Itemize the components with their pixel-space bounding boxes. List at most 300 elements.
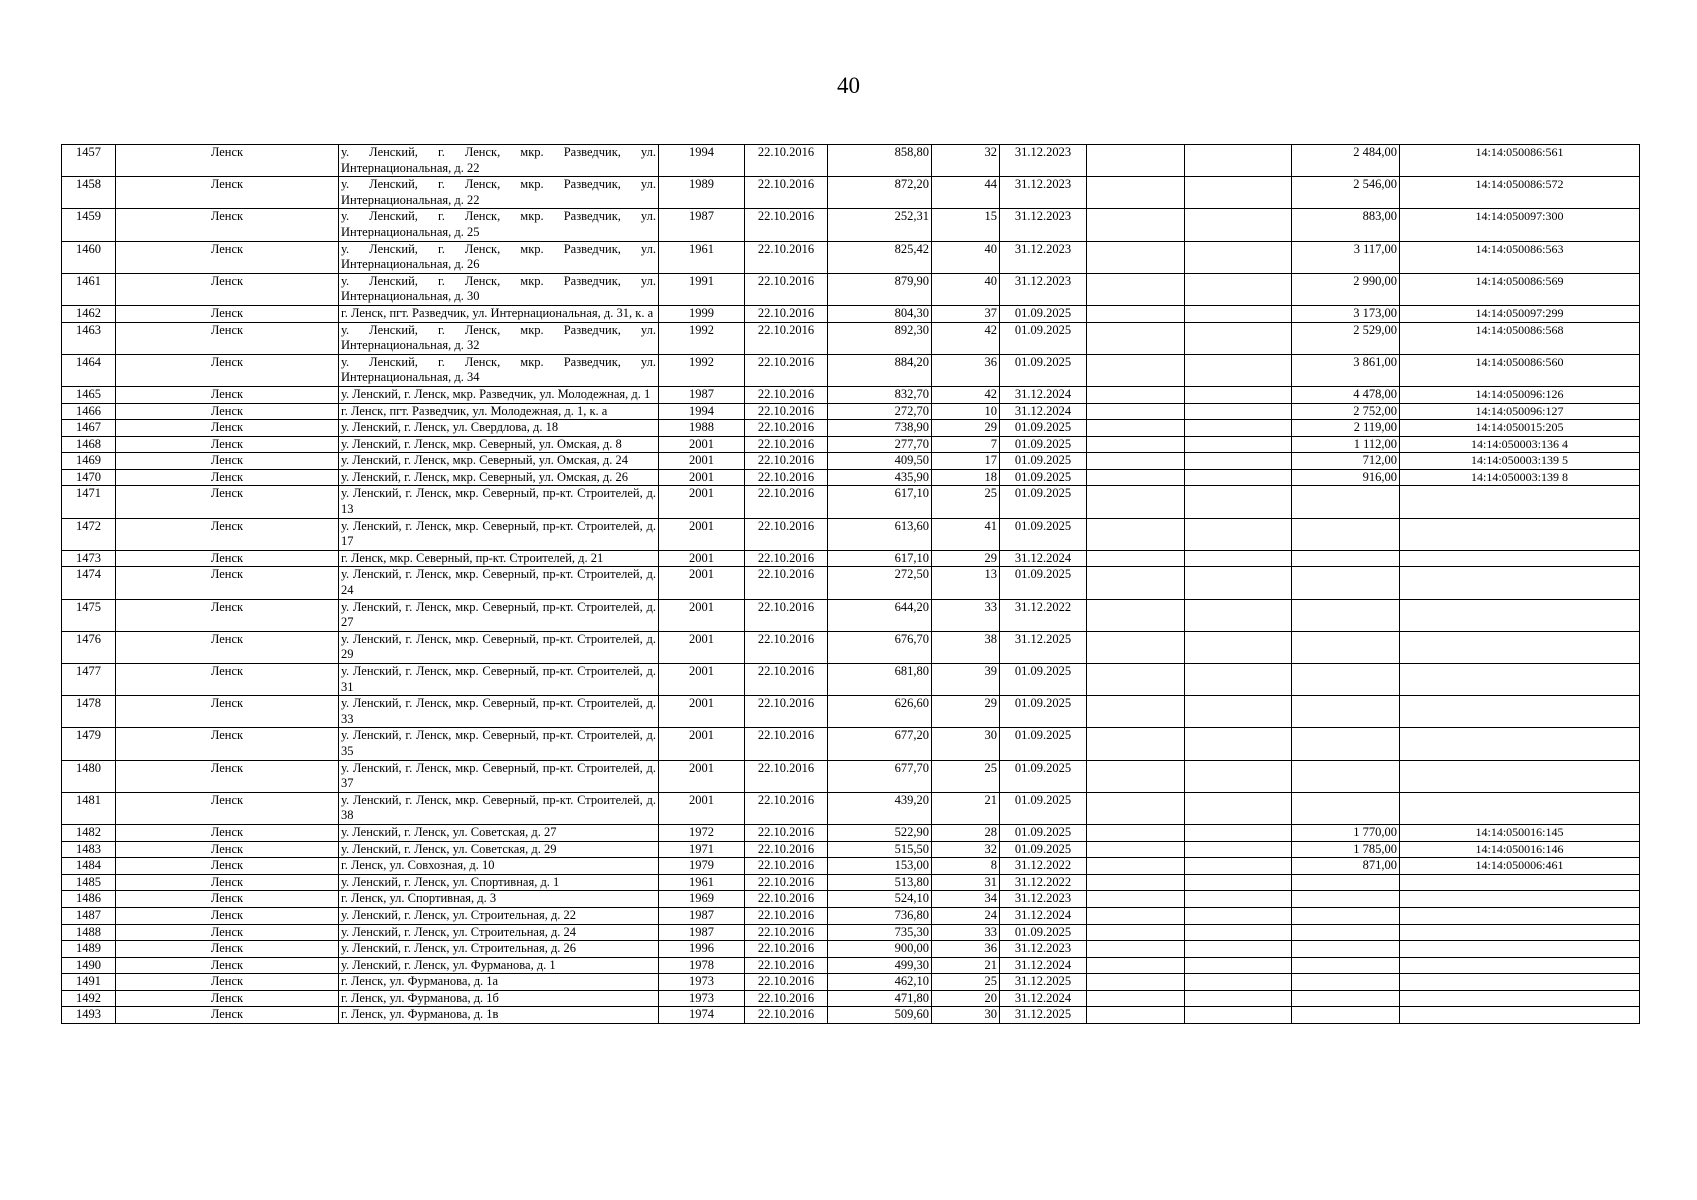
empty-cell bbox=[1087, 941, 1185, 958]
empty-cell bbox=[1185, 469, 1292, 486]
row-number: 1477 bbox=[62, 664, 116, 696]
address-cell: у. Ленский, г. Ленск, мкр. Северный, пр-кт. Строителей, д. 13 bbox=[339, 486, 659, 518]
table-row bbox=[62, 792, 1640, 824]
deadline-cell: 31.12.2024 bbox=[1000, 386, 1087, 403]
empty-cell bbox=[1185, 941, 1292, 958]
count-cell: 34 bbox=[932, 891, 1000, 908]
city-cell: Ленск bbox=[116, 760, 339, 792]
table-row bbox=[62, 453, 1640, 470]
city-cell: Ленск bbox=[116, 486, 339, 518]
empty-cell bbox=[1087, 760, 1185, 792]
cadastral-number-cell bbox=[1400, 891, 1640, 908]
deadline-cell: 01.09.2025 bbox=[1000, 453, 1087, 470]
year-built-cell: 1999 bbox=[659, 305, 745, 322]
count-cell: 24 bbox=[932, 907, 1000, 924]
empty-cell bbox=[1185, 631, 1292, 663]
area-cell: 681,80 bbox=[828, 664, 932, 696]
address-cell: у. Ленский, г. Ленск, мкр. Разведчик, ул. Интернациональная, д. 32 bbox=[339, 322, 659, 354]
cadastral-number-cell bbox=[1400, 874, 1640, 891]
year-built-cell: 1973 bbox=[659, 974, 745, 991]
empty-cell bbox=[1087, 974, 1185, 991]
city-cell: Ленск bbox=[116, 550, 339, 567]
empty-cell bbox=[1087, 436, 1185, 453]
table-row bbox=[62, 858, 1640, 875]
year-built-cell: 2001 bbox=[659, 696, 745, 728]
deadline-cell: 01.09.2025 bbox=[1000, 305, 1087, 322]
address-cell: у. Ленский, г. Ленск, мкр. Разведчик, ул. Интернациональная, д. 30 bbox=[339, 273, 659, 305]
city-cell: Ленск bbox=[116, 990, 339, 1007]
year-built-cell: 1979 bbox=[659, 858, 745, 875]
count-cell: 29 bbox=[932, 550, 1000, 567]
address-cell: у. Ленский, г. Ленск, ул. Строительная, д. 24 bbox=[339, 924, 659, 941]
area-cell: 900,00 bbox=[828, 941, 932, 958]
empty-cell bbox=[1087, 305, 1185, 322]
row-number: 1464 bbox=[62, 354, 116, 386]
table-row bbox=[62, 305, 1640, 322]
land-area-cell bbox=[1292, 891, 1400, 908]
empty-cell bbox=[1087, 1007, 1185, 1024]
city-cell: Ленск bbox=[116, 974, 339, 991]
area-cell: 522,90 bbox=[828, 824, 932, 841]
count-cell: 33 bbox=[932, 924, 1000, 941]
table-row bbox=[62, 1007, 1640, 1024]
record-date-cell: 22.10.2016 bbox=[745, 599, 828, 631]
year-built-cell: 2001 bbox=[659, 760, 745, 792]
count-cell: 21 bbox=[932, 957, 1000, 974]
count-cell: 18 bbox=[932, 469, 1000, 486]
year-built-cell: 1994 bbox=[659, 403, 745, 420]
row-number: 1480 bbox=[62, 760, 116, 792]
year-built-cell: 2001 bbox=[659, 599, 745, 631]
record-date-cell: 22.10.2016 bbox=[745, 322, 828, 354]
cadastral-number-cell: 14:14:050086:563 bbox=[1400, 241, 1640, 273]
address-cell: у. Ленский, г. Ленск, мкр. Северный, пр-кт. Строителей, д. 29 bbox=[339, 631, 659, 663]
row-number: 1478 bbox=[62, 696, 116, 728]
area-cell: 872,20 bbox=[828, 177, 932, 209]
row-number: 1467 bbox=[62, 420, 116, 437]
cadastral-number-cell: 14:14:050096:127 bbox=[1400, 403, 1640, 420]
empty-cell bbox=[1185, 874, 1292, 891]
row-number: 1458 bbox=[62, 177, 116, 209]
year-built-cell: 1994 bbox=[659, 145, 745, 177]
empty-cell bbox=[1185, 354, 1292, 386]
table-row bbox=[62, 354, 1640, 386]
year-built-cell: 1988 bbox=[659, 420, 745, 437]
land-area-cell: 3 173,00 bbox=[1292, 305, 1400, 322]
empty-cell bbox=[1185, 1007, 1292, 1024]
empty-cell bbox=[1087, 453, 1185, 470]
row-number: 1472 bbox=[62, 518, 116, 550]
city-cell: Ленск bbox=[116, 941, 339, 958]
count-cell: 30 bbox=[932, 728, 1000, 760]
land-area-cell: 871,00 bbox=[1292, 858, 1400, 875]
area-cell: 804,30 bbox=[828, 305, 932, 322]
deadline-cell: 31.12.2023 bbox=[1000, 209, 1087, 241]
city-cell: Ленск bbox=[116, 664, 339, 696]
year-built-cell: 2001 bbox=[659, 664, 745, 696]
address-cell: г. Ленск, ул. Фурманова, д. 1а bbox=[339, 974, 659, 991]
record-date-cell: 22.10.2016 bbox=[745, 974, 828, 991]
table-row bbox=[62, 145, 1640, 177]
record-date-cell: 22.10.2016 bbox=[745, 792, 828, 824]
empty-cell bbox=[1087, 322, 1185, 354]
area-cell: 252,31 bbox=[828, 209, 932, 241]
year-built-cell: 1972 bbox=[659, 824, 745, 841]
year-built-cell: 1991 bbox=[659, 273, 745, 305]
count-cell: 8 bbox=[932, 858, 1000, 875]
record-date-cell: 22.10.2016 bbox=[745, 518, 828, 550]
address-cell: у. Ленский, г. Ленск, ул. Спортивная, д. 1 bbox=[339, 874, 659, 891]
city-cell: Ленск bbox=[116, 386, 339, 403]
empty-cell bbox=[1185, 924, 1292, 941]
empty-cell bbox=[1185, 403, 1292, 420]
table-row bbox=[62, 322, 1640, 354]
record-date-cell: 22.10.2016 bbox=[745, 241, 828, 273]
deadline-cell: 01.09.2025 bbox=[1000, 792, 1087, 824]
cadastral-number-cell bbox=[1400, 550, 1640, 567]
table-row bbox=[62, 760, 1640, 792]
table-row bbox=[62, 403, 1640, 420]
row-number: 1461 bbox=[62, 273, 116, 305]
year-built-cell: 1989 bbox=[659, 177, 745, 209]
record-date-cell: 22.10.2016 bbox=[745, 420, 828, 437]
table-row bbox=[62, 209, 1640, 241]
year-built-cell: 2001 bbox=[659, 486, 745, 518]
city-cell: Ленск bbox=[116, 858, 339, 875]
city-cell: Ленск bbox=[116, 453, 339, 470]
address-cell: г. Ленск, ул. Совхозная, д. 10 bbox=[339, 858, 659, 875]
land-area-cell: 3 117,00 bbox=[1292, 241, 1400, 273]
city-cell: Ленск bbox=[116, 305, 339, 322]
address-cell: у. Ленский, г. Ленск, мкр. Разведчик, ул. Интернациональная, д. 22 bbox=[339, 145, 659, 177]
page-number: 40 bbox=[837, 73, 860, 98]
register-body bbox=[62, 145, 1640, 1024]
city-cell: Ленск bbox=[116, 696, 339, 728]
table-row bbox=[62, 696, 1640, 728]
row-number: 1493 bbox=[62, 1007, 116, 1024]
address-cell: у. Ленский, г. Ленск, ул. Советская, д. 27 bbox=[339, 824, 659, 841]
address-cell: г. Ленск, ул. Спортивная, д. 3 bbox=[339, 891, 659, 908]
record-date-cell: 22.10.2016 bbox=[745, 924, 828, 941]
land-area-cell bbox=[1292, 696, 1400, 728]
area-cell: 677,20 bbox=[828, 728, 932, 760]
address-cell: у. Ленский, г. Ленск, мкр. Разведчик, ул. Интернациональная, д. 22 bbox=[339, 177, 659, 209]
city-cell: Ленск bbox=[116, 209, 339, 241]
cadastral-number-cell bbox=[1400, 792, 1640, 824]
table-row bbox=[62, 469, 1640, 486]
empty-cell bbox=[1185, 599, 1292, 631]
address-cell: у. Ленский, г. Ленск, мкр. Разведчик, ул. Интернациональная, д. 25 bbox=[339, 209, 659, 241]
address-cell: у. Ленский, г. Ленск, мкр. Северный, пр-кт. Строителей, д. 33 bbox=[339, 696, 659, 728]
deadline-cell: 31.12.2024 bbox=[1000, 403, 1087, 420]
cadastral-number-cell bbox=[1400, 941, 1640, 958]
area-cell: 435,90 bbox=[828, 469, 932, 486]
count-cell: 20 bbox=[932, 990, 1000, 1007]
row-number: 1479 bbox=[62, 728, 116, 760]
empty-cell bbox=[1087, 273, 1185, 305]
empty-cell bbox=[1185, 990, 1292, 1007]
year-built-cell: 1969 bbox=[659, 891, 745, 908]
address-cell: г. Ленск, ул. Фурманова, д. 1б bbox=[339, 990, 659, 1007]
year-built-cell: 2001 bbox=[659, 728, 745, 760]
count-cell: 33 bbox=[932, 599, 1000, 631]
row-number: 1492 bbox=[62, 990, 116, 1007]
land-area-cell bbox=[1292, 957, 1400, 974]
count-cell: 31 bbox=[932, 874, 1000, 891]
empty-cell bbox=[1087, 550, 1185, 567]
address-cell: г. Ленск, пгт. Разведчик, ул. Молодежная, д. 1, к. а bbox=[339, 403, 659, 420]
year-built-cell: 2001 bbox=[659, 550, 745, 567]
year-built-cell: 2001 bbox=[659, 567, 745, 599]
deadline-cell: 01.09.2025 bbox=[1000, 420, 1087, 437]
record-date-cell: 22.10.2016 bbox=[745, 728, 828, 760]
area-cell: 409,50 bbox=[828, 453, 932, 470]
record-date-cell: 22.10.2016 bbox=[745, 874, 828, 891]
area-cell: 825,42 bbox=[828, 241, 932, 273]
row-number: 1490 bbox=[62, 957, 116, 974]
cadastral-number-cell: 14:14:050097:299 bbox=[1400, 305, 1640, 322]
row-number: 1475 bbox=[62, 599, 116, 631]
count-cell: 15 bbox=[932, 209, 1000, 241]
city-cell: Ленск bbox=[116, 145, 339, 177]
land-area-cell: 3 861,00 bbox=[1292, 354, 1400, 386]
record-date-cell: 22.10.2016 bbox=[745, 990, 828, 1007]
city-cell: Ленск bbox=[116, 420, 339, 437]
count-cell: 39 bbox=[932, 664, 1000, 696]
area-cell: 832,70 bbox=[828, 386, 932, 403]
row-number: 1465 bbox=[62, 386, 116, 403]
record-date-cell: 22.10.2016 bbox=[745, 891, 828, 908]
count-cell: 38 bbox=[932, 631, 1000, 663]
empty-cell bbox=[1087, 209, 1185, 241]
deadline-cell: 01.09.2025 bbox=[1000, 664, 1087, 696]
year-built-cell: 1992 bbox=[659, 354, 745, 386]
table-row bbox=[62, 907, 1640, 924]
address-cell: у. Ленский, г. Ленск, ул. Фурманова, д. 1 bbox=[339, 957, 659, 974]
city-cell: Ленск bbox=[116, 241, 339, 273]
address-cell: у. Ленский, г. Ленск, ул. Строительная, д. 26 bbox=[339, 941, 659, 958]
deadline-cell: 31.12.2024 bbox=[1000, 990, 1087, 1007]
deadline-cell: 31.12.2024 bbox=[1000, 957, 1087, 974]
empty-cell bbox=[1087, 354, 1185, 386]
table-row bbox=[62, 273, 1640, 305]
land-area-cell: 2 484,00 bbox=[1292, 145, 1400, 177]
area-cell: 515,50 bbox=[828, 841, 932, 858]
row-number: 1491 bbox=[62, 974, 116, 991]
deadline-cell: 31.12.2025 bbox=[1000, 631, 1087, 663]
area-cell: 509,60 bbox=[828, 1007, 932, 1024]
record-date-cell: 22.10.2016 bbox=[745, 1007, 828, 1024]
year-built-cell: 2001 bbox=[659, 518, 745, 550]
table-row bbox=[62, 486, 1640, 518]
table-row bbox=[62, 518, 1640, 550]
cadastral-number-cell bbox=[1400, 974, 1640, 991]
row-number: 1474 bbox=[62, 567, 116, 599]
address-cell: у. Ленский, г. Ленск, мкр. Северный, пр-кт. Строителей, д. 38 bbox=[339, 792, 659, 824]
table-row bbox=[62, 841, 1640, 858]
land-area-cell bbox=[1292, 941, 1400, 958]
record-date-cell: 22.10.2016 bbox=[745, 941, 828, 958]
count-cell: 29 bbox=[932, 696, 1000, 728]
table-row bbox=[62, 957, 1640, 974]
area-cell: 613,60 bbox=[828, 518, 932, 550]
land-area-cell bbox=[1292, 974, 1400, 991]
empty-cell bbox=[1185, 486, 1292, 518]
deadline-cell: 01.09.2025 bbox=[1000, 824, 1087, 841]
year-built-cell: 1978 bbox=[659, 957, 745, 974]
empty-cell bbox=[1087, 177, 1185, 209]
address-cell: у. Ленский, г. Ленск, мкр. Северный, пр-кт. Строителей, д. 24 bbox=[339, 567, 659, 599]
empty-cell bbox=[1087, 924, 1185, 941]
empty-cell bbox=[1185, 567, 1292, 599]
record-date-cell: 22.10.2016 bbox=[745, 469, 828, 486]
land-area-cell: 916,00 bbox=[1292, 469, 1400, 486]
record-date-cell: 22.10.2016 bbox=[745, 858, 828, 875]
empty-cell bbox=[1185, 322, 1292, 354]
empty-cell bbox=[1185, 891, 1292, 908]
empty-cell bbox=[1087, 841, 1185, 858]
area-cell: 499,30 bbox=[828, 957, 932, 974]
empty-cell bbox=[1185, 792, 1292, 824]
empty-cell bbox=[1087, 486, 1185, 518]
city-cell: Ленск bbox=[116, 567, 339, 599]
land-area-cell: 2 546,00 bbox=[1292, 177, 1400, 209]
empty-cell bbox=[1185, 974, 1292, 991]
year-built-cell: 1971 bbox=[659, 841, 745, 858]
area-cell: 892,30 bbox=[828, 322, 932, 354]
cadastral-number-cell: 14:14:050097:300 bbox=[1400, 209, 1640, 241]
table-row bbox=[62, 436, 1640, 453]
record-date-cell: 22.10.2016 bbox=[745, 486, 828, 518]
land-area-cell: 883,00 bbox=[1292, 209, 1400, 241]
land-area-cell: 2 752,00 bbox=[1292, 403, 1400, 420]
empty-cell bbox=[1185, 453, 1292, 470]
table-row bbox=[62, 599, 1640, 631]
area-cell: 738,90 bbox=[828, 420, 932, 437]
land-area-cell bbox=[1292, 728, 1400, 760]
land-area-cell bbox=[1292, 567, 1400, 599]
row-number: 1460 bbox=[62, 241, 116, 273]
empty-cell bbox=[1087, 599, 1185, 631]
address-cell: у. Ленский, г. Ленск, мкр. Разведчик, ул. Молодежная, д. 1 bbox=[339, 386, 659, 403]
row-number: 1476 bbox=[62, 631, 116, 663]
area-cell: 644,20 bbox=[828, 599, 932, 631]
cadastral-number-cell: 14:14:050086:569 bbox=[1400, 273, 1640, 305]
table-row bbox=[62, 941, 1640, 958]
city-cell: Ленск bbox=[116, 273, 339, 305]
empty-cell bbox=[1185, 824, 1292, 841]
table-row bbox=[62, 386, 1640, 403]
record-date-cell: 22.10.2016 bbox=[745, 567, 828, 599]
year-built-cell: 2001 bbox=[659, 631, 745, 663]
cadastral-number-cell: 14:14:050086:572 bbox=[1400, 177, 1640, 209]
deadline-cell: 31.12.2024 bbox=[1000, 907, 1087, 924]
record-date-cell: 22.10.2016 bbox=[745, 631, 828, 663]
address-cell: у. Ленский, г. Ленск, мкр. Северный, пр-кт. Строителей, д. 37 bbox=[339, 760, 659, 792]
address-cell: у. Ленский, г. Ленск, мкр. Разведчик, ул. Интернациональная, д. 34 bbox=[339, 354, 659, 386]
deadline-cell: 01.09.2025 bbox=[1000, 696, 1087, 728]
empty-cell bbox=[1087, 664, 1185, 696]
land-area-cell: 4 478,00 bbox=[1292, 386, 1400, 403]
cadastral-number-cell bbox=[1400, 486, 1640, 518]
count-cell: 42 bbox=[932, 386, 1000, 403]
address-cell: у. Ленский, г. Ленск, мкр. Северный, пр-кт. Строителей, д. 17 bbox=[339, 518, 659, 550]
land-area-cell bbox=[1292, 664, 1400, 696]
land-area-cell bbox=[1292, 550, 1400, 567]
housing-register-table bbox=[61, 144, 1640, 1024]
empty-cell bbox=[1087, 858, 1185, 875]
record-date-cell: 22.10.2016 bbox=[745, 177, 828, 209]
empty-cell bbox=[1087, 386, 1185, 403]
record-date-cell: 22.10.2016 bbox=[745, 354, 828, 386]
year-built-cell: 2001 bbox=[659, 469, 745, 486]
empty-cell bbox=[1185, 728, 1292, 760]
land-area-cell bbox=[1292, 874, 1400, 891]
cadastral-number-cell: 14:14:050003:136 4 bbox=[1400, 436, 1640, 453]
empty-cell bbox=[1087, 957, 1185, 974]
land-area-cell bbox=[1292, 990, 1400, 1007]
table-row bbox=[62, 728, 1640, 760]
cadastral-number-cell bbox=[1400, 1007, 1640, 1024]
row-number: 1483 bbox=[62, 841, 116, 858]
area-cell: 462,10 bbox=[828, 974, 932, 991]
row-number: 1462 bbox=[62, 305, 116, 322]
cadastral-number-cell bbox=[1400, 664, 1640, 696]
cadastral-number-cell: 14:14:050015:205 bbox=[1400, 420, 1640, 437]
city-cell: Ленск bbox=[116, 891, 339, 908]
land-area-cell bbox=[1292, 924, 1400, 941]
deadline-cell: 31.12.2023 bbox=[1000, 891, 1087, 908]
city-cell: Ленск bbox=[116, 841, 339, 858]
area-cell: 677,70 bbox=[828, 760, 932, 792]
count-cell: 41 bbox=[932, 518, 1000, 550]
deadline-cell: 31.12.2023 bbox=[1000, 241, 1087, 273]
land-area-cell: 2 529,00 bbox=[1292, 322, 1400, 354]
cadastral-number-cell bbox=[1400, 907, 1640, 924]
count-cell: 25 bbox=[932, 760, 1000, 792]
year-built-cell: 1973 bbox=[659, 990, 745, 1007]
table-row bbox=[62, 874, 1640, 891]
cadastral-number-cell bbox=[1400, 924, 1640, 941]
empty-cell bbox=[1185, 907, 1292, 924]
area-cell: 272,70 bbox=[828, 403, 932, 420]
area-cell: 735,30 bbox=[828, 924, 932, 941]
record-date-cell: 22.10.2016 bbox=[745, 436, 828, 453]
deadline-cell: 01.09.2025 bbox=[1000, 924, 1087, 941]
cadastral-number-cell: 14:14:050086:561 bbox=[1400, 145, 1640, 177]
land-area-cell bbox=[1292, 907, 1400, 924]
land-area-cell: 2 119,00 bbox=[1292, 420, 1400, 437]
land-area-cell: 2 990,00 bbox=[1292, 273, 1400, 305]
row-number: 1487 bbox=[62, 907, 116, 924]
cadastral-number-cell bbox=[1400, 567, 1640, 599]
row-number: 1470 bbox=[62, 469, 116, 486]
cadastral-number-cell: 14:14:050016:145 bbox=[1400, 824, 1640, 841]
row-number: 1489 bbox=[62, 941, 116, 958]
empty-cell bbox=[1185, 518, 1292, 550]
cadastral-number-cell bbox=[1400, 599, 1640, 631]
count-cell: 10 bbox=[932, 403, 1000, 420]
empty-cell bbox=[1185, 841, 1292, 858]
area-cell: 153,00 bbox=[828, 858, 932, 875]
cadastral-number-cell bbox=[1400, 760, 1640, 792]
count-cell: 32 bbox=[932, 841, 1000, 858]
row-number: 1466 bbox=[62, 403, 116, 420]
city-cell: Ленск bbox=[116, 907, 339, 924]
land-area-cell: 1 785,00 bbox=[1292, 841, 1400, 858]
cadastral-number-cell: 14:14:050096:126 bbox=[1400, 386, 1640, 403]
address-cell: у. Ленский, г. Ленск, ул. Строительная, д. 22 bbox=[339, 907, 659, 924]
